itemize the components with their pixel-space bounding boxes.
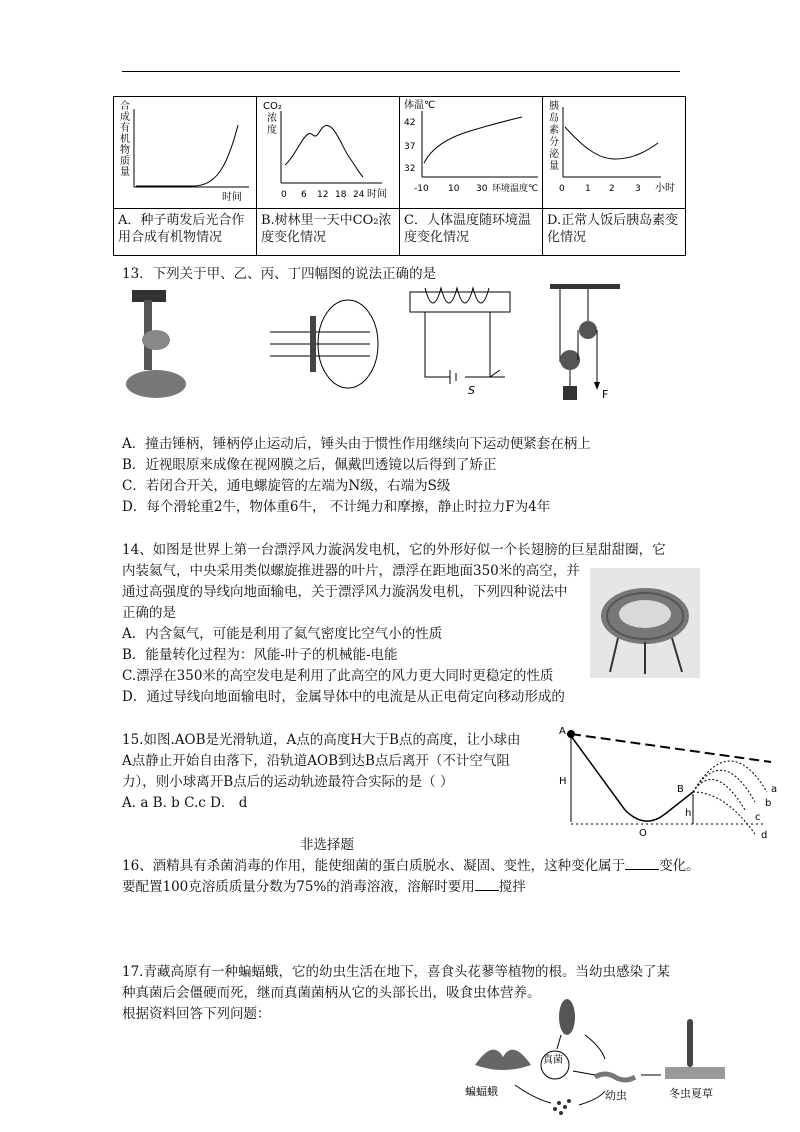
label-a: a (771, 784, 778, 795)
cycle-arrows (515, 1035, 661, 1105)
label-h: h (685, 808, 692, 819)
q13-option-b: B．近视眼原来成像在视网膜之后，佩戴凹透镜以后得到了矫正 (122, 457, 497, 473)
q13-option-d: D．每个滑轮重2牛，物体重6牛， 不计绳力和摩擦，静止时拉力F为4年 (122, 499, 551, 515)
ylabel-char: 岛 (549, 113, 559, 124)
graph-a (114, 97, 257, 209)
ylabel-char: 机 (120, 134, 130, 145)
cordyceps-stalk (687, 1019, 693, 1067)
q16-line-2-text: 要配置100克溶质质量分数为75%的消毒溶液，溶解时要用 (122, 879, 475, 895)
fungus-label: 真菌 (543, 1055, 563, 1066)
q15-options: A. a B. b C.c D． d (122, 795, 248, 811)
tick: 24 (353, 190, 365, 200)
label-b: b (765, 798, 772, 809)
q16-blank-1[interactable] (625, 857, 659, 870)
graph-b-ylabel-3: 度 (267, 125, 277, 136)
graph-d (543, 97, 686, 209)
tick: 1 (585, 184, 591, 194)
moth-label: 蝙蝠蛾 (465, 1085, 498, 1098)
tick: 32 (404, 164, 416, 174)
q15-line-2: A点静止开始自由落下，沿轨道AOB到达B点后离开（不计空气阻 (122, 753, 510, 769)
ylabel-char: 量 (120, 167, 130, 178)
q13-option-c: C．若闭合开关，通电螺旋管的左端为N级，右端为S级 (122, 478, 451, 494)
tick: 37 (404, 142, 416, 152)
q16-line-2 (122, 875, 526, 895)
ylabel-char: 成 (120, 112, 130, 123)
track-AOB (571, 736, 693, 821)
ylabel-char: 物 (120, 145, 130, 156)
solenoid-figure (410, 288, 510, 397)
graph-d-xticks (559, 184, 641, 194)
q14-line-3: 通过高强度的导线向地面输电，关于漂浮风力漩涡发电机，下列四种说法中 (122, 584, 568, 600)
ylabel-char: 胰 (549, 101, 559, 112)
hand (142, 330, 170, 350)
q17-line-3: 根据资料回答下列问题： (122, 1006, 271, 1022)
trajectory-c (693, 780, 745, 810)
graph-c-svg (400, 97, 542, 204)
q12-options-table (113, 96, 686, 256)
caption-d: D.正常人饭后胰岛素变化情况 (543, 209, 686, 256)
graph-c-ylabel: 体温℃ (404, 100, 436, 111)
trajectory-d (693, 792, 755, 834)
q16-line-1-text: 16、酒精具有杀菌消毒的作用，能使细菌的蛋白质脱水、凝固、变性，这种变化属于 (122, 858, 626, 874)
graph-d-xlabel: 小时 (655, 183, 675, 194)
larva-icon (595, 1074, 635, 1080)
graph-b (257, 97, 400, 209)
caption-c: C．人体温度随环境温度变化情况 (400, 209, 543, 256)
q16-line-2-end: 搅拌 (498, 879, 526, 895)
curve (285, 125, 363, 177)
q14-option-d: D．通过导线向地面输电时，金属导体中的电流是从正电荷定向移动形成的 (122, 689, 565, 705)
q14-line-2: 内装氦气，中央采用类似螺旋推进器的叶片，漂浮在距地面350米的高空，并 (122, 563, 580, 579)
q16-line-1 (122, 854, 700, 874)
ylabel-char: 量 (549, 161, 559, 172)
ceiling (550, 284, 620, 289)
label-c: c (755, 812, 761, 823)
moth-icon (475, 1050, 531, 1070)
q17-line-1: 17.青藏高原有一种蝙蝠蛾，它的幼虫生活在地下，喜食头花蓼等植物的根。当幼虫感染了某 (122, 964, 670, 980)
curve (565, 127, 658, 159)
weight (563, 386, 577, 400)
q13-stem: 13．下列关于甲、乙、丙、丁四幅图的说法正确的是 (122, 266, 437, 282)
graph-b-xlabel: 时间 (367, 189, 387, 200)
trajectory-b (693, 770, 755, 802)
hammer-figure (126, 290, 186, 398)
section-title: 非选择题 (300, 837, 354, 853)
graph-a-svg (114, 97, 256, 204)
ylabel-char: 泌 (549, 149, 559, 160)
q17-lifecycle-figure (455, 995, 745, 1125)
label-A: A (559, 726, 566, 737)
cordyceps-label: 冬虫夏草 (669, 1087, 713, 1100)
q15-track-figure (555, 722, 785, 842)
fixed-pulley (579, 321, 597, 339)
top-rule (122, 71, 680, 72)
curve (424, 117, 522, 163)
tick: 10 (448, 184, 460, 194)
q16-line-1-end: 变化。 (659, 858, 700, 874)
graph-d-svg (543, 97, 685, 204)
tick: 0 (281, 190, 287, 200)
caption-a: A．种子萌发后光合作用合成有机物情况 (114, 209, 257, 256)
label-B: B (677, 784, 684, 795)
curve (136, 125, 238, 186)
q13-figures (120, 282, 620, 412)
label-d: d (761, 830, 768, 841)
tick: 18 (335, 190, 347, 200)
wind-turbine-photo (590, 568, 700, 678)
graph-c-yticks (404, 118, 415, 174)
pupa-icon (559, 999, 575, 1035)
pulley-figure (550, 284, 620, 401)
q14-option-a: A．内含氦气，可能是利用了氦气密度比空气小的性质 (122, 626, 443, 642)
q14-option-b: B．能量转化过程为：风能-叶子的机械能-电能 (122, 647, 398, 663)
caption-b: B.树林里一天中CO₂浓度变化情况 (257, 209, 400, 256)
q17-line-2: 种真菌后会僵硬而死，继而真菌菌柄从它的头部长出，吸食虫体营养。 (122, 985, 541, 1001)
ylabel-char: 质 (120, 156, 130, 167)
coil (425, 288, 489, 303)
tick: 3 (635, 184, 641, 194)
graph-d-ylabel (549, 99, 560, 172)
log (126, 370, 186, 398)
label-O: O (639, 828, 647, 839)
graph-c-xlabel: 环境温度℃ (492, 184, 539, 194)
height-reference-line (571, 734, 771, 762)
tick: 2 (609, 184, 615, 194)
eye-lens-figure (270, 300, 378, 388)
concave-lens (310, 316, 316, 372)
tick: 0 (559, 184, 565, 194)
tick: 42 (404, 118, 416, 128)
larva-label: 幼虫 (605, 1089, 627, 1102)
graph-b-xticks (281, 190, 365, 200)
label-H: H (559, 776, 567, 787)
tick: 30 (476, 184, 488, 194)
q13-option-a: A．撞击锤柄，锤柄停止运动后，锤头由于惯性作用继续向下运动便紧套在柄上 (122, 436, 591, 452)
ylabel-char: 合 (120, 101, 130, 112)
tick: 12 (317, 190, 329, 200)
ylabel-char: 分 (549, 137, 559, 148)
graph-b-svg (257, 97, 399, 204)
q15-line-3: 力），则小球离开B点后的运动轨迹最符合实际的是（ ） (122, 774, 454, 790)
ylabel-char: 有 (120, 123, 130, 134)
graph-a-xlabel: 时间 (222, 192, 242, 203)
graph-c (400, 97, 543, 209)
q15-line-1: 15.如图.AOB是光滑轨道，A点的高度H大于B点的高度，让小球由 (122, 732, 521, 748)
soil (665, 1067, 725, 1079)
q14-line-1: 14、如图是世界上第一台漂浮风力漩涡发电机，它的外形好似一个长翅膀的巨星甜甜圈，它 (122, 542, 666, 558)
movable-pulley (560, 350, 580, 370)
ylabel-char: 素 (549, 125, 559, 136)
trajectory-a (693, 761, 767, 792)
tick: -10 (414, 184, 429, 194)
q16-blank-2[interactable] (475, 878, 499, 891)
eggs-icon (553, 1099, 571, 1115)
q14-line-4: 正确的是 (122, 605, 176, 621)
switch-label: S (468, 384, 475, 397)
circuit (425, 312, 505, 377)
graph-a-ylabel (120, 99, 130, 178)
tick: 6 (301, 190, 307, 200)
graph-b-ylabel: CO₂ (263, 101, 282, 112)
iron-core (410, 292, 510, 312)
q14-option-c: C.漂浮在350米的高空发电是利用了此高空的风力更大同时更稳定的性质 (122, 668, 554, 684)
graph-b-ylabel-2: 浓 (267, 113, 277, 124)
graph-c-xticks (414, 184, 488, 194)
torus-inner (619, 600, 671, 628)
force-label: F (602, 388, 609, 401)
